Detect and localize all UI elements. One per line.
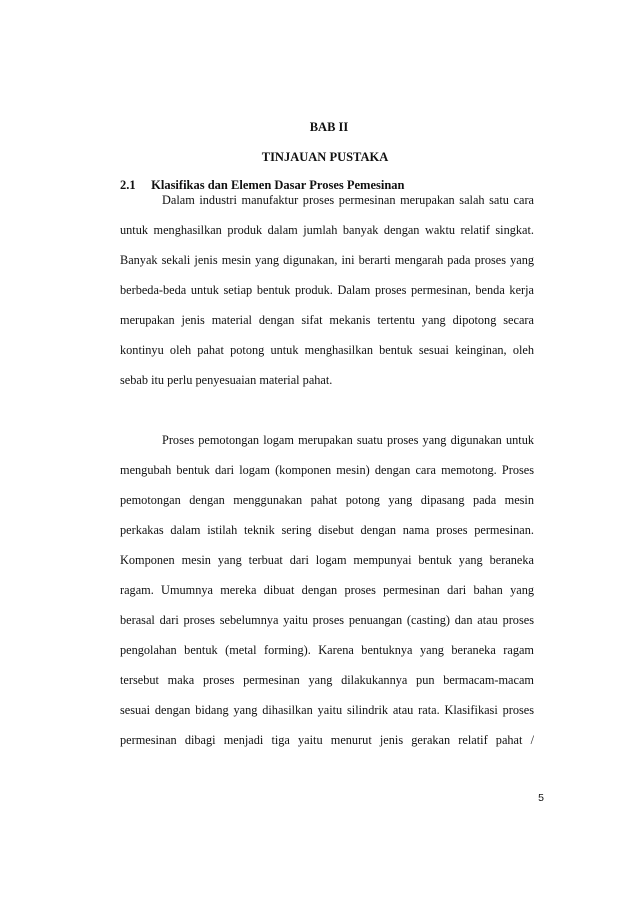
paragraph-2 [120,431,534,761]
paragraph-line: Dalam industri manufaktur proses permesinan merupakan salah satu cara [162,193,534,207]
paragraph-line: merupakan jenis material dengan sifat mekanis tertentu yang dipotong secara [120,313,534,327]
paragraph-line: pengolahan bentuk (metal forming). Karena bentuknya yang beraneka ragam [120,643,534,657]
paragraph-line: Komponen mesin yang terbuat dari logam mempunyai bentuk yang beraneka [120,553,534,567]
paragraph-line: permesinan dibagi menjadi tiga yaitu menurut jenis gerakan relatif pahat / [120,733,534,747]
chapter-title: TINJAUAN PUSTAKA [261,150,389,164]
paragraph-line: berasal dari proses sebelumnya yaitu proses penuangan (casting) dan atau proses [120,613,534,627]
paragraph-line: pemotongan dengan menggunakan pahat potong yang dipasang pada mesin [120,493,534,507]
paragraph-line: Proses pemotongan logam merupakan suatu proses yang digunakan untuk [162,433,534,447]
paragraph-1 [120,191,534,401]
paragraph-line: kontinyu oleh pahat potong untuk menghasilkan bentuk sesuai keinginan, oleh [120,343,534,357]
section-number: 2.1 [120,178,136,192]
paragraph-line: Banyak sekali jenis mesin yang digunakan, ini berarti mengarah pada proses yang [120,253,534,267]
paragraph-line: berbeda-beda untuk setiap bentuk produk. Dalam proses permesinan, benda kerja [120,283,534,297]
paragraph-line: tersebut maka proses permesinan yang dilakukannya pun bermacam-macam [120,673,534,687]
chapter-number: BAB II [309,120,349,134]
section-title: Klasifikas dan Elemen Dasar Proses Pemesinan [151,178,405,192]
paragraph-line: ragam. Umumnya mereka dibuat dengan proses permesinan dari bahan yang [120,583,534,597]
page-number: 5 [538,792,544,804]
paragraph-line: sebab itu perlu penyesuaian material pahat. [120,373,333,387]
paragraph-line: perkakas dalam istilah teknik sering disebut dengan nama proses permesinan. [120,523,534,537]
paragraph-line: untuk menghasilkan produk dalam jumlah banyak dengan waktu relatif singkat. [120,223,534,237]
paragraph-line: mengubah bentuk dari logam (komponen mesin) dengan cara memotong. Proses [120,463,534,477]
paragraph-line: sesuai dengan bidang yang dihasilkan yaitu silindrik atau rata. Klasifikasi proses [120,703,534,717]
